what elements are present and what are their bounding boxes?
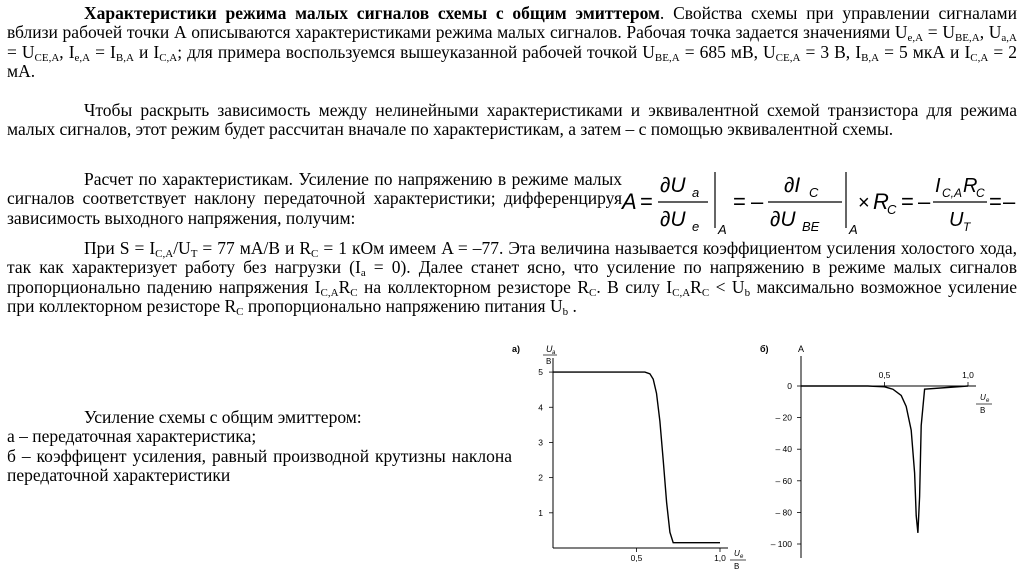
- section-heading: Характеристики режима малых сигналов схемы с общим эмиттером: [84, 3, 660, 23]
- chart-gain: [758, 338, 1008, 574]
- y-tick-label-b: – 100: [770, 539, 792, 549]
- svg-text:R: R: [963, 175, 978, 197]
- svg-text:a: a: [552, 350, 556, 356]
- svg-text:–: –: [1003, 189, 1016, 214]
- svg-text:e: e: [986, 398, 990, 404]
- svg-text:BE: BE: [802, 219, 820, 234]
- caption-item-b: б – коэффицент усиления, равный производной крутизны наклона передаточной характеристики: [7, 445, 512, 486]
- gain-formula: [620, 168, 1020, 238]
- svg-text:=: =: [733, 189, 746, 214]
- svg-text:–: –: [918, 189, 931, 214]
- y-tick-label-b: – 20: [775, 412, 792, 423]
- svg-text:a: a: [692, 185, 700, 200]
- y-tick-label-b: – 40: [775, 444, 792, 455]
- svg-text:T: T: [963, 220, 971, 234]
- svg-text:C,A: C,A: [942, 186, 963, 200]
- y-tick-label-b: – 60: [775, 475, 792, 486]
- y-unit-a: U: [546, 344, 553, 354]
- x-tick-label-a: 0,5: [630, 553, 643, 563]
- svg-text:=: =: [901, 189, 914, 214]
- y-tick-label-a: 3: [538, 437, 543, 448]
- svg-text:–: –: [751, 189, 764, 214]
- y-tick-label-a: 2: [538, 472, 543, 483]
- svg-text:I: I: [935, 175, 941, 197]
- x-unit-b: U: [980, 393, 986, 402]
- x-tick-label-a: 1,0: [714, 553, 726, 563]
- y-unit-b: A: [798, 344, 805, 354]
- svg-text:C: C: [887, 202, 897, 217]
- figure-label-a: a): [512, 344, 521, 354]
- y-unit-a-bottom: B: [546, 357, 552, 366]
- paragraph-approach: Чтобы раскрыть зависимость между нелинейными характеристиками и эквивалентной схемой транзистора для режима малых сигналов, этот режим будет рассчитан вначале по характеристикам, а затем – с помощью эквивалентной схемы.: [7, 100, 1017, 140]
- x-unit-a: U: [734, 549, 740, 558]
- y-tick-label-a: 5: [538, 367, 543, 378]
- caption-title: Усиление схемы с общим эмиттером:: [84, 407, 362, 427]
- svg-text:C: C: [976, 186, 985, 200]
- axes-a: [553, 358, 728, 548]
- y-tick-label-a: 1: [538, 507, 543, 518]
- svg-text:A: A: [622, 189, 637, 214]
- transfer-curve: [553, 372, 720, 543]
- paragraph-calculation: Расчет по характеристикам. Усиление по напряжению в режиме малых сигналов соответствует наклону передаточной характеристики; дифференцируя зависимость выходного напряжения, получим:: [7, 169, 622, 228]
- svg-text:∂U: ∂U: [660, 174, 686, 197]
- svg-text:∂U: ∂U: [660, 208, 686, 231]
- svg-text:A: A: [718, 222, 727, 237]
- svg-text:×: ×: [858, 192, 870, 214]
- x-tick-label-b: 1,0: [962, 370, 974, 380]
- svg-text:U: U: [949, 209, 964, 231]
- caption-item-a: а – передаточная характеристика;: [7, 426, 257, 447]
- svg-text:R: R: [873, 189, 889, 214]
- svg-text:A: A: [849, 222, 858, 237]
- svg-text:=: =: [640, 189, 653, 214]
- svg-text:e: e: [692, 219, 700, 234]
- svg-text:∂U: ∂U: [770, 208, 796, 231]
- figure-caption: [7, 408, 512, 486]
- x-unit-a-bottom: B: [734, 562, 740, 571]
- svg-text:e: e: [740, 554, 744, 560]
- ticks-a: [538, 367, 726, 563]
- paragraph-operating-point: Характеристики режима малых сигналов схемы с общим эмиттером. Свойства схемы при управлении сигналами вблизи рабочей точки А описываются характеристиками режима малых сигналов. Рабочая точка задается значениями $U_{e,A} = U_{BE,A}$, $U_{a,A} = U_{CE,A}$, $I_{e,A} = I_{B,A}$ и $I_{C,A}$; для примера воспользуемся вышеуказанной рабочей точкой $U_{BE,A} = 685$ мВ, $U_{CE,A} = 3$ В, $I_{B,A} = 5$ мкА и $I_{C,A} = 2$ мА.: [7, 3, 1018, 82]
- x-tick-label-b: 0,5: [878, 370, 891, 380]
- svg-text:=: =: [989, 189, 1002, 214]
- y-tick-label-b: 0: [787, 381, 792, 391]
- y-tick-label-a: 4: [538, 402, 543, 413]
- gain-curve: [801, 386, 968, 533]
- chart-transfer-characteristic: [510, 338, 750, 574]
- paragraph-gain-explanation: При $S = I_{C,A}/U_T = 77$ мА/В и $R_C = 1$ кОм имеем A = –77. Эта величина называется коэффициентом усиления холостого хода, так как характеризует работу без нагрузки $(I_a = 0)$. Далее станет ясно, что усиление по напряжению в режиме малых сигналов пропорционально падению напряжения $I_{C,A}R_C$ на коллекторном резисторе $R_C$. В силу $I_{C,A}R_C < U_b$ максимально возможное усиление при коллекторном резисторе $R_C$ пропорционально напряжению питания $U_b$ .: [7, 238, 1018, 319]
- x-unit-b-bottom: B: [980, 406, 986, 415]
- y-tick-label-b: – 80: [775, 507, 792, 518]
- figure-label-b: б): [760, 344, 769, 354]
- svg-text:C: C: [809, 185, 819, 200]
- svg-text:∂I: ∂I: [784, 174, 801, 197]
